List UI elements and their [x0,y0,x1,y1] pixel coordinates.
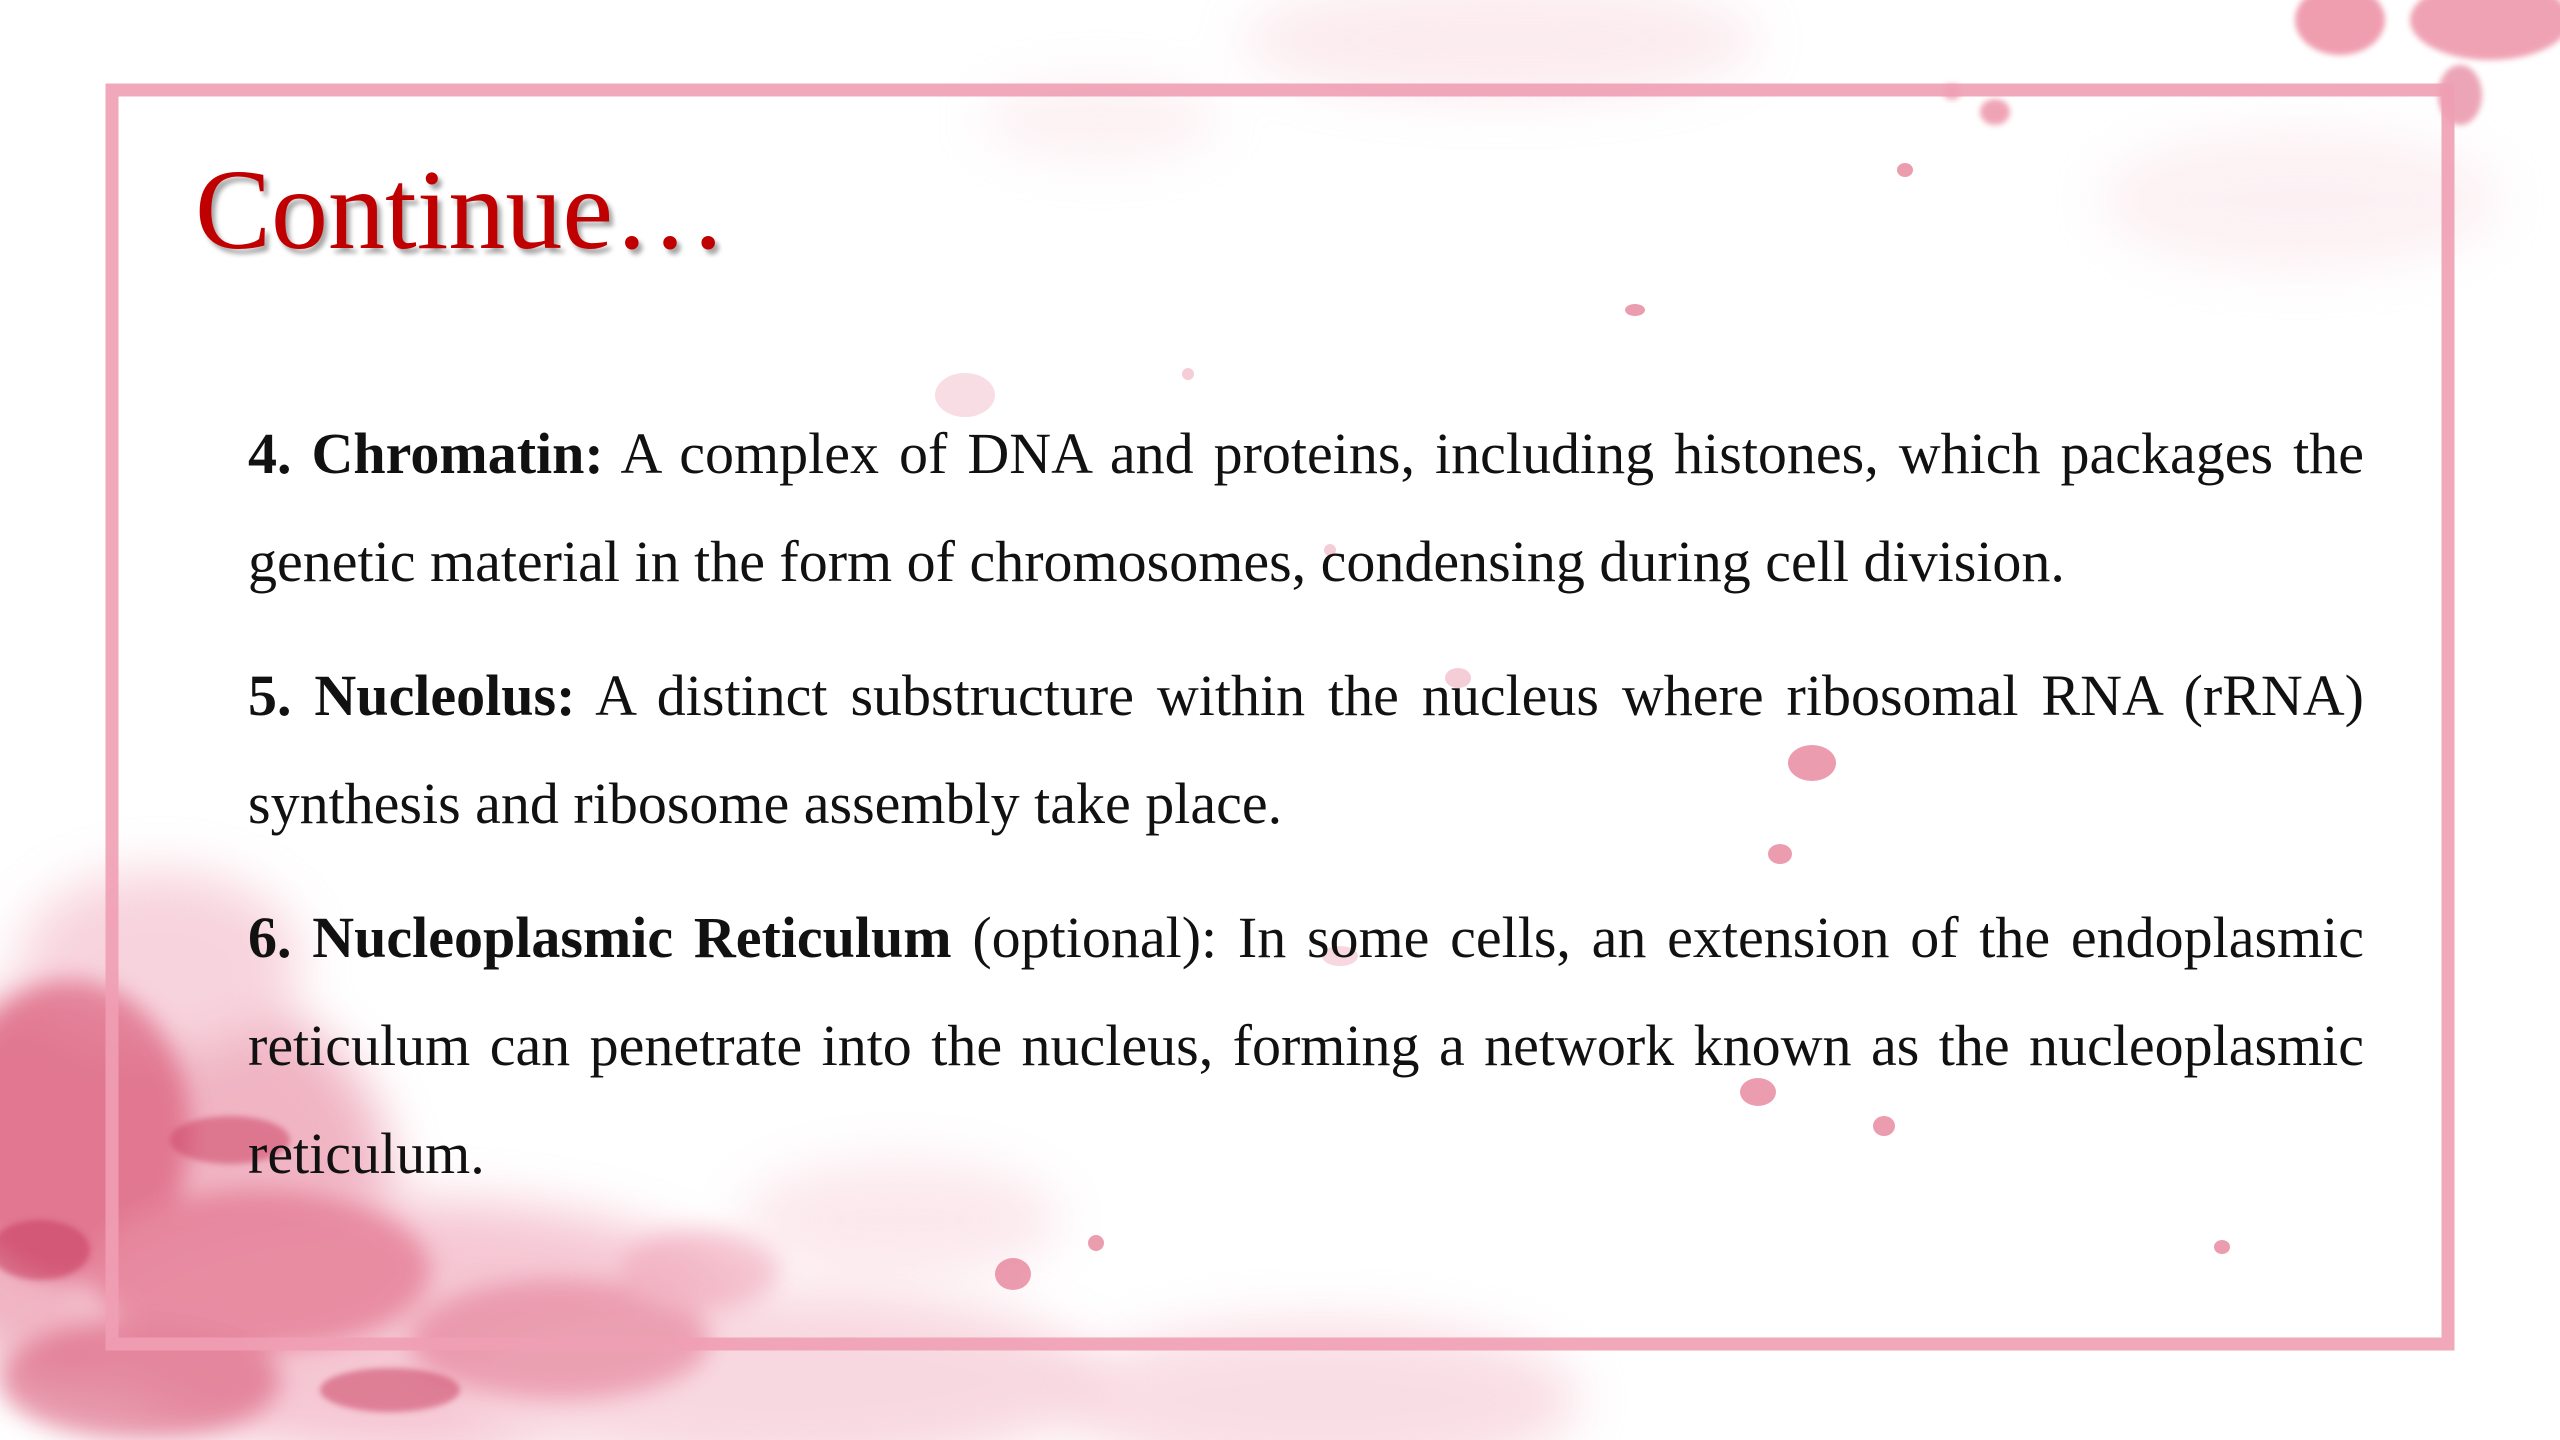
item-chromatin [248,400,2364,616]
item-text: A distinct substructure within the nucleus where ribosomal RNA (rRNA) synthesis and ribosome assembly take place. [248,663,2365,836]
item-label: 5. Nucleolus: [248,663,576,728]
item-nucleolus [248,642,2364,858]
content-body [248,400,2364,1234]
item-text: (optional): In some cells, an extension of the endoplasmic reticulum can penetrate into the nucleus, forming a network known as the nucleoplasmic reticulum. [248,905,2364,1186]
top-wash [980,0,2500,270]
item-text: A complex of DNA and proteins, including histones, which packages the genetic material in the form of chromosomes, condensing during cell division. [248,421,2364,594]
item-label: 4. Chromatin: [248,421,604,486]
top-right-splash [1943,0,2560,125]
item-nucleoplasmic-reticulum [248,884,2364,1208]
slide-title: Continue… [195,146,727,273]
item-label: 6. Nucleoplasmic Reticulum [248,905,952,970]
